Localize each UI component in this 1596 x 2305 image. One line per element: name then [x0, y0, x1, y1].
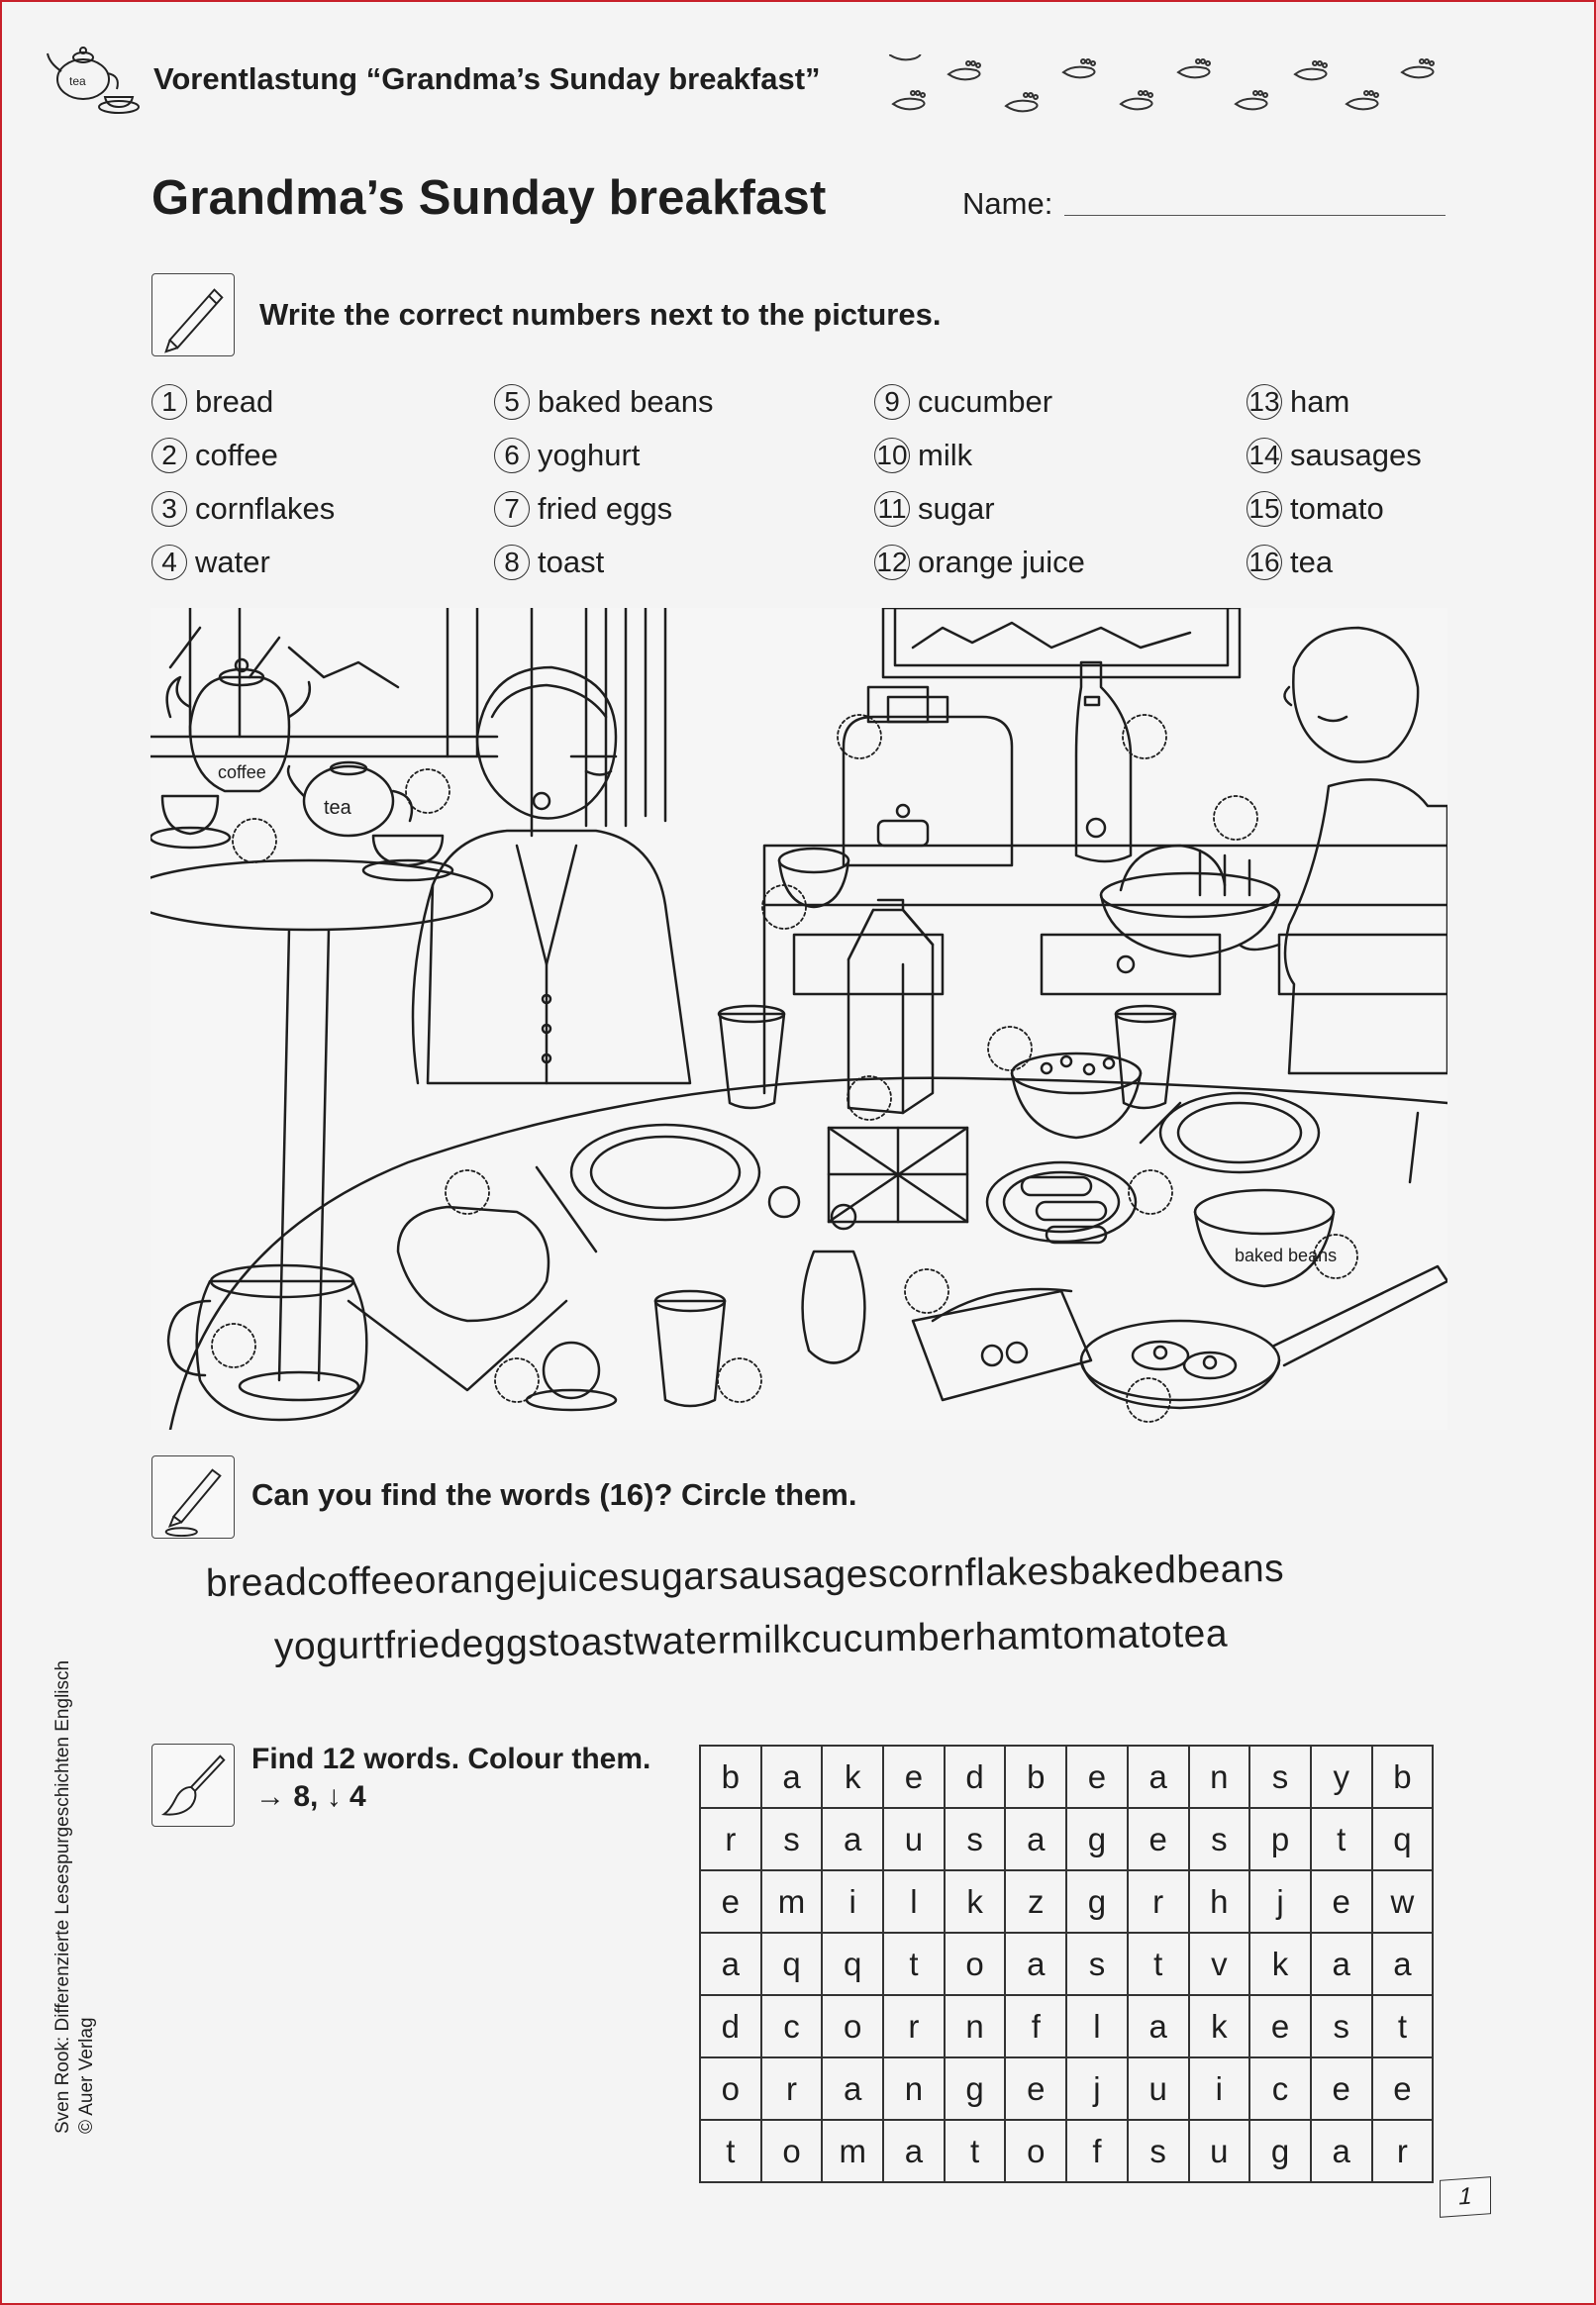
number-circle: 2 — [151, 438, 187, 473]
vocab-item — [874, 488, 1085, 530]
vocab-item — [1247, 435, 1422, 476]
grid-cell[interactable]: t — [701, 2121, 762, 2183]
vocab-word: cornflakes — [195, 491, 336, 526]
vocab-word: milk — [918, 438, 973, 472]
number-circle: 13 — [1247, 384, 1282, 420]
grid-cell[interactable]: a — [1129, 1747, 1190, 1809]
grid-cell[interactable]: n — [884, 2058, 946, 2121]
vocab-item — [494, 488, 714, 530]
grid-cell[interactable]: e — [1312, 1871, 1373, 1934]
worksheet-title: Grandma’s Sunday breakfast — [151, 171, 827, 225]
grid-cell[interactable]: a — [1312, 2121, 1373, 2183]
grid-cell[interactable]: e — [701, 1871, 762, 1934]
curtain — [532, 608, 665, 836]
grid-cell[interactable]: e — [1312, 2058, 1373, 2121]
grid-cell[interactable]: s — [762, 1809, 824, 1871]
credit-line-1: Sven Rook: Differenzierte Lesespurgeschichten Englisch — [52, 1659, 73, 2134]
teapot-icon — [42, 42, 145, 121]
vocab-item — [874, 435, 1085, 476]
vocab-word: orange juice — [918, 545, 1085, 579]
grid-cell[interactable]: z — [1006, 1871, 1067, 1934]
brush-icon — [151, 1744, 235, 1827]
grid-cell[interactable]: u — [884, 1809, 946, 1871]
grid-cell[interactable]: l — [884, 1871, 946, 1934]
toaster — [844, 687, 1012, 865]
grid-cell[interactable]: g — [1250, 2121, 1312, 2183]
vocab-item — [494, 435, 714, 476]
grid-cell[interactable]: o — [823, 1996, 884, 2058]
vocab-word: ham — [1290, 384, 1350, 419]
number-circle: 11 — [874, 491, 910, 527]
vocab-word: baked beans — [538, 384, 714, 419]
grid-cell[interactable]: n — [1190, 1747, 1251, 1809]
grid-cell[interactable]: t — [1373, 1996, 1435, 2058]
number-circle: 5 — [494, 384, 530, 420]
vocab-item — [151, 488, 335, 530]
number-circle: 3 — [151, 491, 187, 527]
grid-cell[interactable]: a — [1006, 1934, 1067, 1996]
grid-cell[interactable]: b — [1373, 1747, 1435, 1809]
grid-cell[interactable]: u — [1190, 2121, 1251, 2183]
number-circle: 9 — [874, 384, 910, 420]
number-circle: 4 — [151, 545, 187, 580]
vocab-item — [1247, 488, 1422, 530]
grid-cell[interactable]: a — [701, 1934, 762, 1996]
grid-cell[interactable]: r — [1129, 1871, 1190, 1934]
grid-cell[interactable]: g — [946, 2058, 1007, 2121]
vocab-column-1 — [151, 381, 335, 583]
vocab-word: sugar — [918, 491, 995, 526]
vocab-item — [874, 542, 1085, 583]
boy — [1240, 628, 1447, 1073]
grid-cell[interactable]: t — [1312, 1809, 1373, 1871]
vocab-word: sausages — [1290, 438, 1422, 472]
orange-juice-bottle — [1076, 662, 1131, 861]
grid-cell[interactable]: a — [1006, 1809, 1067, 1871]
header-title: Vorentlastung “Grandma’s Sunday breakfast” — [153, 61, 821, 96]
grid-cell[interactable]: e — [1006, 2058, 1067, 2121]
grid-cell[interactable]: a — [884, 2121, 946, 2183]
wall-picture — [883, 608, 1240, 677]
grid-cell[interactable]: k — [1250, 1934, 1312, 1996]
footprints-icon — [889, 54, 1444, 124]
vocab-item — [1247, 542, 1422, 583]
vocab-word: tomato — [1290, 491, 1384, 526]
breakfast-illustration — [150, 608, 1447, 1430]
vocab-word: bread — [195, 384, 274, 419]
vocab-item — [494, 381, 714, 423]
credit-line-2: © Auer Verlag — [76, 2017, 97, 2134]
vocab-word: toast — [538, 545, 605, 579]
grid-cell[interactable]: d — [946, 1747, 1007, 1809]
grid-cell[interactable]: c — [762, 1996, 824, 2058]
vocab-word: yoghurt — [538, 438, 641, 472]
grid-cell[interactable]: q — [1373, 1809, 1435, 1871]
grid-cell[interactable]: s — [1190, 1809, 1251, 1871]
window-left — [150, 608, 497, 756]
pen-icon — [151, 1455, 235, 1539]
frying-pan — [1081, 1266, 1447, 1408]
grid-cell[interactable]: o — [762, 2121, 824, 2183]
grid-cell[interactable]: a — [1129, 1996, 1190, 2058]
page-number: 1 — [1440, 2176, 1491, 2218]
vocab-word: cucumber — [918, 384, 1053, 419]
task3-instruction: Find 12 words. Colour them. — [251, 1743, 651, 1775]
grid-cell[interactable]: p — [1250, 1809, 1312, 1871]
number-circle: 16 — [1247, 545, 1282, 580]
task3-directions: → 8, ↓ 4 — [255, 1780, 366, 1813]
vocab-word: water — [195, 545, 270, 579]
milk-carton — [848, 900, 933, 1113]
grid-cell[interactable]: o — [701, 2058, 762, 2121]
grid-cell[interactable]: m — [823, 2121, 884, 2183]
grid-cell[interactable]: o — [1006, 2121, 1067, 2183]
grid-cell[interactable]: k — [823, 1747, 884, 1809]
grid-cell[interactable]: u — [1129, 2058, 1190, 2121]
svg-text:coffee: coffee — [218, 762, 266, 782]
grid-cell[interactable]: t — [1129, 1934, 1190, 1996]
grid-cell[interactable]: g — [1067, 1871, 1129, 1934]
grid-cell[interactable]: a — [1312, 1934, 1373, 1996]
number-circle: 6 — [494, 438, 530, 473]
svg-text:tea: tea — [69, 74, 86, 88]
task1-instruction: Write the correct numbers next to the pictures. — [259, 297, 942, 332]
grid-cell[interactable]: a — [823, 1809, 884, 1871]
vocab-item — [874, 381, 1085, 423]
vocab-word: tea — [1290, 545, 1334, 579]
number-circle: 14 — [1247, 438, 1282, 473]
grid-cell[interactable]: i — [823, 1871, 884, 1934]
grid-cell[interactable]: s — [1250, 1747, 1312, 1809]
grid-cell[interactable]: k — [946, 1871, 1007, 1934]
grid-cell[interactable]: v — [1190, 1934, 1251, 1996]
grid-cell[interactable]: a — [823, 2058, 884, 2121]
plates — [571, 1093, 1319, 1242]
grid-cell[interactable]: h — [1190, 1871, 1251, 1934]
word-snake-line-2: yogurtfriedeggstoastwatermilkcucumberhamtomatotea — [273, 1612, 1229, 1668]
vocab-item — [494, 542, 714, 583]
grid-cell[interactable]: g — [1067, 1809, 1129, 1871]
vocab-column-4 — [1247, 381, 1422, 583]
grid-cell[interactable]: c — [1250, 2058, 1312, 2121]
svg-text:baked beans: baked beans — [1235, 1246, 1338, 1265]
grid-cell[interactable]: d — [701, 1996, 762, 2058]
grid-cell[interactable]: r — [1373, 2121, 1435, 2183]
grid-cell[interactable]: a — [1373, 1934, 1435, 1996]
grid-cell[interactable]: i — [1190, 2058, 1251, 2121]
grid-cell[interactable]: w — [1373, 1871, 1435, 1934]
grid-cell[interactable]: s — [1067, 1934, 1129, 1996]
svg-text:tea: tea — [324, 797, 351, 819]
grid-cell[interactable]: q — [762, 1934, 824, 1996]
vocab-word: fried eggs — [538, 491, 673, 526]
grid-cell[interactable]: e — [1129, 1809, 1190, 1871]
copyright-credit — [51, 1660, 99, 2134]
grid-cell[interactable]: n — [946, 1996, 1007, 2058]
grid-cell[interactable]: b — [1006, 1747, 1067, 1809]
grid-cell[interactable]: j — [1250, 1871, 1312, 1934]
grid-cell[interactable]: r — [762, 2058, 824, 2121]
grid-cell[interactable]: s — [1129, 2121, 1190, 2183]
grid-cell[interactable]: b — [701, 1747, 762, 1809]
word-search-grid — [699, 1745, 1434, 2183]
name-field[interactable] — [1064, 215, 1446, 216]
tomato — [527, 1343, 616, 1410]
vocab-word: coffee — [195, 438, 278, 472]
flower-vase — [769, 1187, 864, 1363]
grid-cell[interactable]: m — [762, 1871, 824, 1934]
pencil-icon — [151, 273, 235, 356]
vocab-item — [151, 435, 335, 476]
grid-cell[interactable]: r — [701, 1809, 762, 1871]
sugar-bowl — [779, 849, 848, 907]
grid-cell[interactable]: t — [946, 2121, 1007, 2183]
grid-cell[interactable]: t — [884, 1934, 946, 1996]
vocab-column-2 — [494, 381, 714, 583]
yoghurt-cup — [655, 1291, 725, 1406]
grid-cell[interactable]: s — [1312, 1996, 1373, 2058]
grid-cell[interactable]: k — [1190, 1996, 1251, 2058]
grid-cell[interactable]: f — [1067, 2121, 1129, 2183]
ham — [349, 1207, 566, 1390]
cucumber-board — [913, 1289, 1091, 1400]
grid-cell[interactable]: e — [1373, 2058, 1435, 2121]
teapot — [288, 762, 412, 836]
number-circle: 15 — [1247, 491, 1282, 527]
vocab-item — [151, 542, 335, 583]
name-label: Name: — [962, 186, 1053, 221]
grid-cell[interactable]: f — [1006, 1996, 1067, 2058]
number-circle: 1 — [151, 384, 187, 420]
grid-cell[interactable]: o — [946, 1934, 1007, 1996]
grid-cell[interactable]: s — [946, 1809, 1007, 1871]
grid-cell[interactable]: e — [1067, 1747, 1129, 1809]
number-circle: 8 — [494, 545, 530, 580]
number-circle: 7 — [494, 491, 530, 527]
bread-basket — [1101, 846, 1279, 956]
baked-beans-bowl — [1195, 1190, 1337, 1286]
word-snake-line-1: breadcoffeeorangejuicesugarsausagescornflakesbakedbeans — [205, 1547, 1285, 1605]
grid-cell[interactable]: y — [1312, 1747, 1373, 1809]
task2-instruction: Can you find the words (16)? Circle them. — [251, 1477, 857, 1512]
vocab-item — [1247, 381, 1422, 423]
grid-cell[interactable]: l — [1067, 1996, 1129, 2058]
vocab-column-3 — [874, 381, 1085, 583]
grid-cell[interactable]: r — [884, 1996, 946, 2058]
grid-cell[interactable]: q — [823, 1934, 884, 1996]
side-table — [150, 860, 492, 1400]
grid-cell[interactable]: a — [762, 1747, 824, 1809]
number-circle: 12 — [874, 545, 910, 580]
number-circle: 10 — [874, 438, 910, 473]
grid-cell[interactable]: j — [1067, 2058, 1129, 2121]
vocab-item — [151, 381, 335, 423]
grid-cell[interactable]: e — [884, 1747, 946, 1809]
grid-cell[interactable]: e — [1250, 1996, 1312, 2058]
